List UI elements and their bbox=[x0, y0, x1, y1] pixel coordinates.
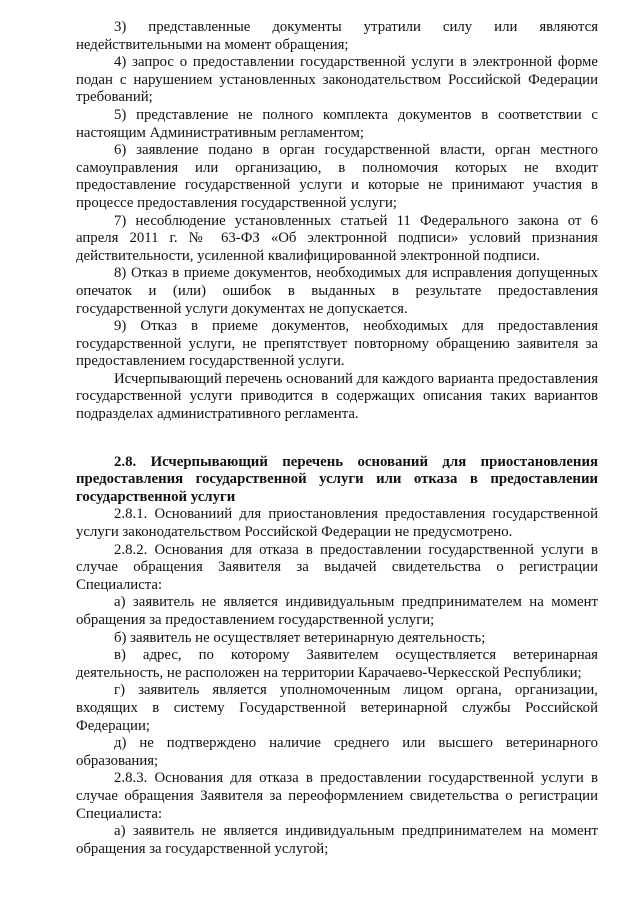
paragraph-2-8-2-b: б) заявитель не осуществляет ветеринарную деятельность; bbox=[114, 629, 486, 646]
paragraph-item-7: 7) несоблюдение установленных статьей 11 Федерального закона от 6 апреля 2011 г. № 63-ФЗ «Об электронной подписи» условий признания действительности, усиленной квалифицированной электронной подписи. bbox=[76, 212, 598, 264]
section-spacer bbox=[76, 424, 598, 454]
paragraph-item-3: 3) представленные документы утратили силу или являются недействительными на момент обращения; bbox=[76, 19, 598, 53]
paragraph-2-8-2-d: д) не подтверждено наличие среднего или высшего ветеринарного образования; bbox=[76, 735, 598, 769]
paragraph-item-8: 8) Отказ в приеме документов, необходимых для исправления допущенных опечаток и (или) ошибок в выданных в результате предоставления государственной услуги документах не допускается. bbox=[76, 265, 598, 317]
paragraph-item-6: 6) заявление подано в орган государственной власти, орган местного самоуправления или организацию, в полномочия которых не входит предоставление государственной услуги и которые не принимают участия в процессе предоставления государственной услуги; bbox=[76, 142, 598, 211]
paragraph-item-9: 9) Отказ в приеме документов, необходимых для предоставления государственной услуги, не препятствует повторному обращению заявителя за предоставлением государственной услуги. bbox=[76, 318, 598, 370]
paragraph-2-8-1: 2.8.1. Основаниий для приостановления предоставления государственной услуги законодательством Российской Федерации не предусмотрено. bbox=[76, 506, 598, 541]
paragraph-2-8-2: 2.8.2. Основания для отказа в предоставлении государственной услуги в случае обращения Заявителя за выдачей свидетельства о регистрации Специалиста: bbox=[76, 541, 598, 593]
paragraph-2-8-3-a: а) заявитель не является индивидуальным предпринимателем на момент обращения за государственной услугой; bbox=[76, 823, 598, 857]
paragraph-2-8-2-a: а) заявитель не является индивидуальным предпринимателем на момент обращения за предоставлением государственной услуги; bbox=[76, 594, 598, 628]
paragraph-exhaustive-list: Исчерпывающий перечень оснований для каждого варианта предоставления государственной услуги приводится в содержащих описания таких вариантов подразделах административного регламента. bbox=[76, 370, 598, 423]
paragraph-item-4: 4) запрос о предоставлении государственной услуги в электронной форме подан с нарушением установленных законодательством Российской Федерации требований; bbox=[76, 54, 598, 106]
paragraph-2-8-2-g: г) заявитель является уполномоченным лицом органа, организации, входящих в систему Государственной ветеринарной службы Российской Федерации; bbox=[76, 682, 598, 734]
paragraph-2-8-2-v: в) адрес, по которому Заявителем осуществляется ветеринарная деятельность, не расположен на территории Карачаево-Черкесской Республики; bbox=[76, 647, 598, 681]
paragraph-2-8-3: 2.8.3. Основания для отказа в предоставлении государственной услуги в случае обращения Заявителя за переоформлением свидетельства о регистрации Специалиста: bbox=[76, 770, 598, 822]
paragraph-item-5: 5) представление не полного комплекта документов в соответствии с настоящим Административным регламентом; bbox=[76, 106, 598, 141]
section-heading-2-8: 2.8. Исчерпывающий перечень оснований для приостановления предоставления государственной услуги или отказа в предоставлении государственной услуги bbox=[76, 453, 598, 505]
document-page bbox=[76, 19, 598, 858]
